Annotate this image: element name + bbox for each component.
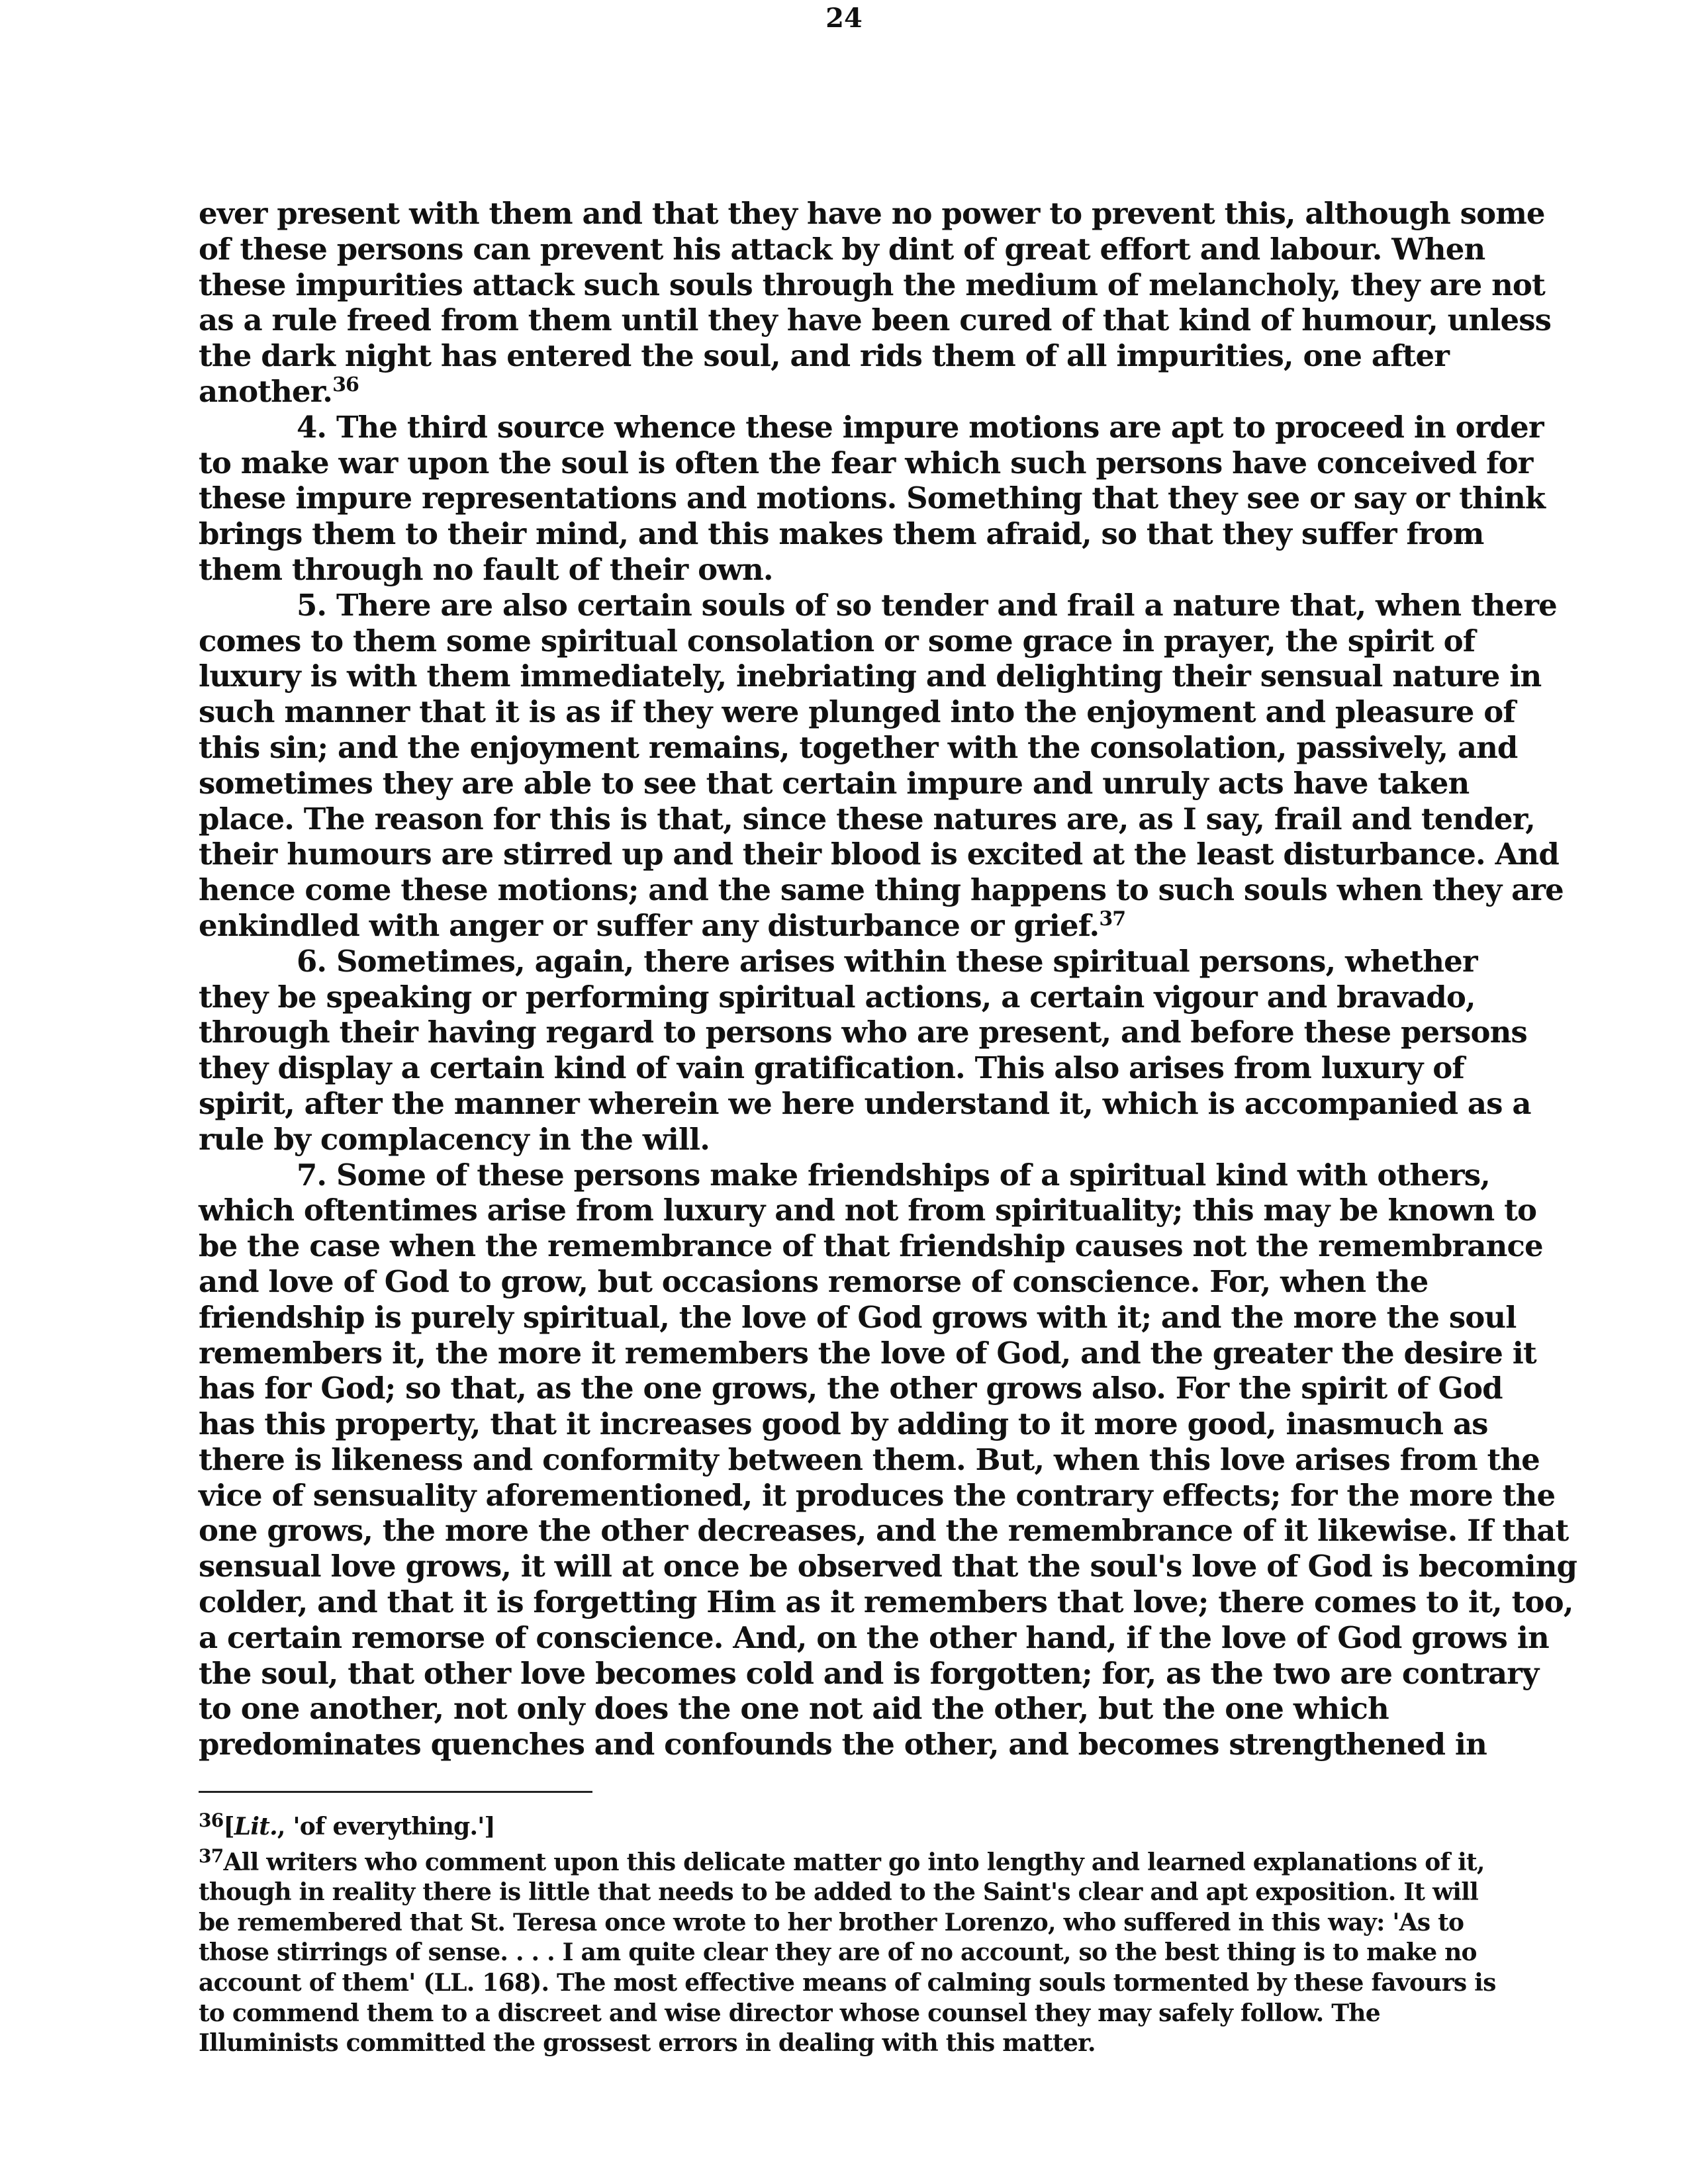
- body-line-text: of these persons can prevent his attack by dint of great effort and labour. When: [199, 231, 1485, 267]
- body-line-text: the soul, that other love becomes cold and is forgotten; for, as the two are contrary: [199, 1655, 1539, 1691]
- body-line: [199, 1122, 1496, 1158]
- body-line: [199, 1549, 1577, 1584]
- body-line: [199, 516, 1496, 552]
- body-line-text: they display a certain kind of vain gratification. This also arises from luxury of: [199, 1050, 1464, 1086]
- body-line: [199, 374, 1496, 410]
- body-line: [199, 801, 1535, 837]
- footnote-36-lit: Lit.: [234, 1813, 277, 1841]
- body-line: [199, 445, 1533, 481]
- body-line: [199, 338, 1496, 374]
- body-line-text: brings them to their mind, and this makes them afraid, so that they suffer from: [199, 516, 1484, 552]
- body-line-text: vice of sensuality aforementioned, it produces the contrary effects; for the more the: [199, 1477, 1556, 1513]
- body-line: [199, 979, 1496, 1015]
- body-line: [199, 587, 1557, 623]
- body-line: [199, 659, 1542, 694]
- body-line-text: through their having regard to persons who are present, and before these persons: [199, 1015, 1527, 1050]
- body-line-text: a certain remorse of conscience. And, on the other hand, if the love of God grows in: [199, 1619, 1549, 1655]
- body-line-text: 4. The third source whence these impure motions are apt to proceed in order: [297, 409, 1544, 445]
- page-number: 24: [825, 3, 863, 34]
- body-line-text: remembers it, the more it remembers the love of God, and the greater the desire it: [199, 1335, 1536, 1371]
- body-line-text: them through no fault of their own.: [199, 551, 773, 587]
- body-line: [199, 1727, 1496, 1762]
- footnote-reference: 37: [1099, 907, 1126, 931]
- body-line-text: such manner that it is as if they were plunged into the enjoyment and pleasure of: [199, 694, 1515, 730]
- footnote-37-marker: 37: [199, 1844, 224, 1867]
- footnote-36: [199, 1809, 1496, 1843]
- body-line: [199, 837, 1559, 872]
- body-line: [199, 552, 1496, 588]
- body-line-text: has for God; so that, as the one grows, the other grows also. For the spirit of God: [199, 1371, 1503, 1406]
- body-line-text: ever present with them and that they have no power to prevent this, although some: [199, 196, 1545, 231]
- body-line: [199, 766, 1496, 801]
- body-line: [199, 1691, 1496, 1727]
- body-line-text: has this property, that it increases good by adding to it more good, inasmuch as: [199, 1406, 1488, 1442]
- body-line: [199, 1193, 1537, 1228]
- body-line: [199, 1335, 1536, 1371]
- body-line: [199, 267, 1545, 303]
- body-line-text: to make war upon the soul is often the fear which such persons have conceived for: [199, 445, 1533, 480]
- body-line: [199, 1299, 1517, 1336]
- body-line-text: to one another, not only does the one not aid the other, but the one which: [199, 1691, 1389, 1727]
- body-line: [199, 480, 1546, 516]
- body-line: [199, 729, 1518, 766]
- body-line-text: there is likeness and conformity between them. But, when this love arises from the: [199, 1441, 1540, 1477]
- body-line-text: which oftentimes arise from luxury and not from spirituality; this may be known to: [199, 1193, 1537, 1228]
- body-line: [199, 872, 1564, 908]
- footnote-37-line: though in reality there is little that needs to be added to the Saint's clear and apt exposition. It will: [199, 1878, 1479, 1907]
- footnote-separator: [199, 1791, 592, 1793]
- body-line-text: another.: [199, 373, 333, 409]
- body-line: [199, 196, 1545, 232]
- footnote-37-line: Illuminists committed the grossest errors in dealing with this matter.: [199, 2029, 1096, 2058]
- body-line-text: 5. There are also certain souls of so tender and frail a nature that, when there: [297, 587, 1557, 623]
- body-line-text: be the case when the remembrance of that friendship causes not the remembrance: [199, 1228, 1543, 1264]
- body-line-text: friendship is purely spiritual, the love of God grows with it; and the more the soul: [199, 1299, 1517, 1335]
- body-line: [199, 908, 1496, 944]
- body-line: [199, 302, 1552, 338]
- body-line-text: hence come these motions; and the same thing happens to such souls when they are: [199, 872, 1564, 908]
- body-line-text: the dark night has entered the soul, and rids them of all impurities, one after: [199, 338, 1450, 374]
- body-line: [199, 1477, 1556, 1514]
- body-line: [199, 694, 1515, 730]
- body-line: [199, 1228, 1543, 1264]
- body-line-text: luxury is with them immediately, inebriating and delighting their sensual nature in: [199, 659, 1542, 694]
- body-line: [199, 944, 1496, 979]
- footnote-37-line: account of them' (LL. 168). The most effective means of calming souls tormented by these favours is: [199, 1968, 1496, 1997]
- body-line: [199, 1371, 1503, 1406]
- footnote-37-line: [199, 1844, 1496, 1878]
- body-line-text: they be speaking or performing spiritual actions, a certain vigour and bravado,: [199, 979, 1476, 1015]
- body-line-text: colder, and that it is forgetting Him as it remembers that love; there comes to it, too,: [199, 1584, 1573, 1620]
- body-line: [199, 409, 1544, 445]
- body-line-text: spirit, after the manner wherein we here understand it, which is accompanied as a: [199, 1085, 1531, 1121]
- footnote-36-marker: 36: [199, 1809, 224, 1831]
- body-line-text: as a rule freed from them until they have been cured of that kind of humour, unless: [199, 302, 1552, 338]
- main-text: [199, 196, 1577, 1762]
- footnote-36-rest: , 'of everything.']: [277, 1813, 495, 1841]
- body-line-text: place. The reason for this is that, since these natures are, as I say, frail and tender,: [199, 801, 1535, 837]
- body-line-text: enkindled with anger or suffer any disturbance or grief.: [199, 907, 1100, 943]
- body-line: [199, 1015, 1527, 1050]
- footnote-reference: 36: [332, 373, 359, 396]
- footnote-37-line: those stirrings of sense. . . . I am quite clear they are of no account, so the best thing is to make no: [199, 1938, 1477, 1967]
- body-line: [199, 623, 1496, 659]
- body-line-text: their humours are stirred up and their blood is excited at the least disturbance. And: [199, 837, 1559, 872]
- body-line-text: these impure representations and motions. Something that they see or say or think: [199, 480, 1546, 516]
- body-line: [199, 1584, 1573, 1620]
- footnotes: [199, 1809, 1496, 2059]
- body-line: [199, 1619, 1549, 1656]
- footnote-37-line: to commend them to a discreet and wise director whose counsel they may safely follow. The: [199, 1999, 1380, 2027]
- body-line-text: sensual love grows, it will at once be observed that the soul's love of God is becoming: [199, 1549, 1577, 1584]
- body-line-text: and love of God to grow, but occasions remorse of conscience. For, when the: [199, 1263, 1429, 1299]
- body-line: [199, 1406, 1496, 1442]
- footnote-36-open: [: [223, 1813, 234, 1841]
- body-line-text: predominates quenches and confounds the other, and becomes strengthened in: [199, 1727, 1487, 1762]
- body-line: [199, 1050, 1496, 1086]
- body-line-text: sometimes they are able to see that certain impure and unruly acts have taken: [199, 765, 1470, 801]
- body-line: [199, 1158, 1496, 1193]
- body-line-text: these impurities attack such souls through the medium of melancholy, they are not: [199, 267, 1545, 302]
- body-line: [199, 1264, 1496, 1300]
- body-line: [199, 232, 1496, 267]
- body-line-text: rule by complacency in the will.: [199, 1121, 710, 1157]
- footnote-37-text: All writers who comment upon this delicate matter go into lengthy and learned explanations of it,: [223, 1848, 1485, 1876]
- body-line: [199, 1441, 1540, 1478]
- body-line-text: this sin; and the enjoyment remains, together with the consolation, passively, and: [199, 729, 1518, 765]
- footnote-37-line: be remembered that St. Teresa once wrote to her brother Lorenzo, who suffered in this way: 'As to: [199, 1908, 1464, 1936]
- body-line-text: 6. Sometimes, again, there arises within these spiritual persons, whether: [297, 943, 1477, 979]
- body-line: [199, 1655, 1539, 1692]
- body-line-text: one grows, the more the other decreases, and the remembrance of it likewise. If that: [199, 1513, 1569, 1549]
- body-line: [199, 1085, 1531, 1122]
- body-line-text: 7. Some of these persons make friendships of a spiritual kind with others,: [297, 1157, 1490, 1193]
- body-line-text: comes to them some spiritual consolation or some grace in prayer, the spirit of: [199, 623, 1476, 659]
- body-line: [199, 1513, 1569, 1549]
